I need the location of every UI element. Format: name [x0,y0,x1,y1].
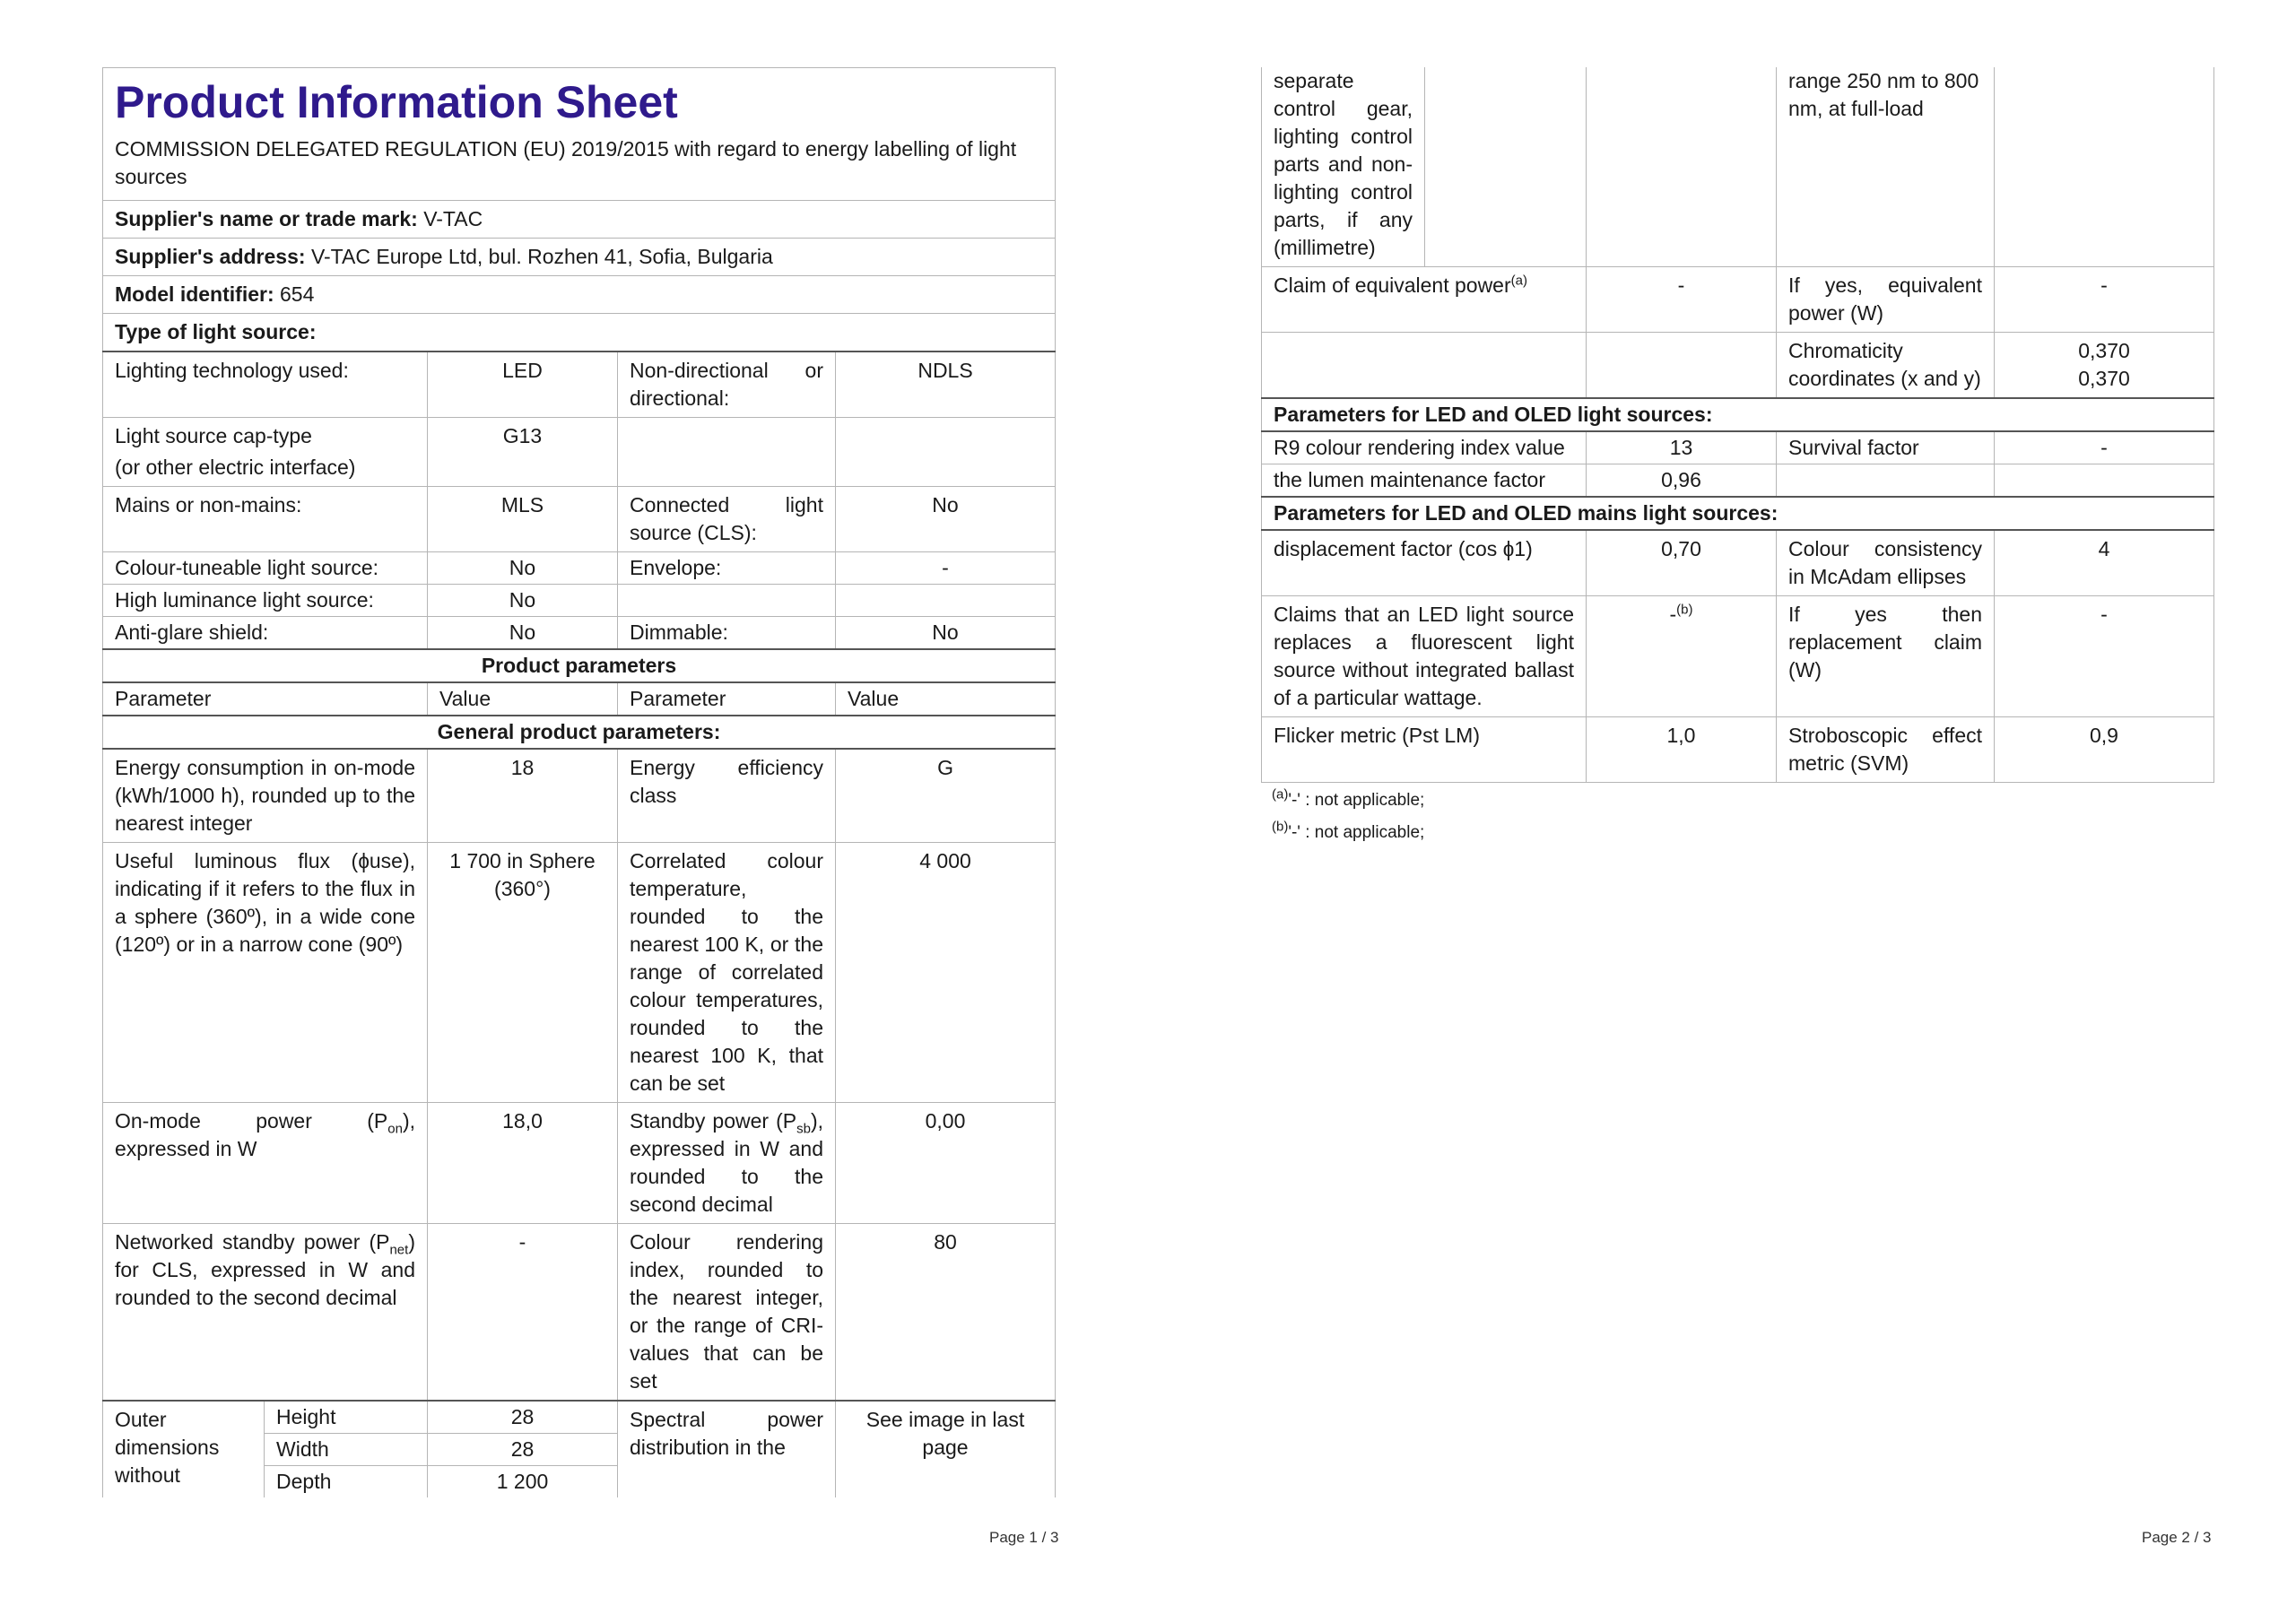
claims-dash: - [1669,603,1677,626]
product-parameters-heading: Product parameters [103,649,1056,682]
chromaticity-value [1995,333,2214,399]
empty-cell [1777,464,1995,498]
cap-type-label-line2: (or other electric interface) [115,456,356,479]
footnote-a [1272,785,2213,817]
empty-cell [618,418,836,487]
dimensions-note-continued: separate control gear, lighting control parts and non-lighting control parts, if any (millimetre) [1262,67,1425,267]
stroboscopic-label: Stroboscopic effect metric (SVM) [1777,717,1995,783]
standby-power-label [618,1103,836,1224]
envelope-value: - [836,552,1056,585]
r9-value: 13 [1587,431,1777,464]
cri-label: Colour rendering index, rounded to the nearest integer, or the range of CRI-values that can be set [618,1224,836,1402]
displacement-factor-value: 0,70 [1587,530,1777,596]
netstandby-subscript: net [389,1242,409,1258]
luminous-flux-value: 1 700 in Sphere (360°) [428,843,618,1103]
col-header-parameter: Parameter [103,682,428,716]
direction-label: Non-directional or directional: [618,352,836,418]
model-label: Model identifier: [115,282,274,306]
efficiency-class-value: G [836,749,1056,843]
width-label: Width [265,1434,428,1466]
tuneable-label: Colour-tuneable light source: [103,552,428,585]
direction-value: NDLS [836,352,1056,418]
supplier-address-label: Supplier's address: [115,245,306,268]
envelope-label: Envelope: [618,552,836,585]
spectral-label: Spectral power distribution in the [618,1401,836,1497]
model-identifier: 654 [280,282,315,306]
led-parameters-heading: Parameters for LED and OLED light sources: [1262,398,2214,431]
header-cell [103,68,1056,201]
networked-standby-label [103,1224,428,1402]
outer-dimensions-label: Outer dimensions without [103,1401,265,1497]
onmode-text-b: ), expressed in W [115,1109,415,1160]
page-2 [1261,67,2213,849]
colour-consistency-label: Colour consistency in McAdam ellipses [1777,530,1995,596]
footnote-b-mark: (b) [1272,819,1289,835]
high-luminance-label: High luminance light source: [103,585,428,617]
height-value: 28 [428,1401,618,1434]
footnote-b [1272,817,2213,849]
empty-cell [836,418,1056,487]
colour-consistency-value: 4 [1995,530,2214,596]
supplier-name: V-TAC [423,207,483,230]
supplier-name-label: Supplier's name or trade mark: [115,207,418,230]
cls-value: No [836,487,1056,552]
high-luminance-value: No [428,585,618,617]
equivalent-power-text: Claim of equivalent power [1274,273,1511,297]
onmode-text-a: On-mode power (P [115,1109,388,1133]
standby-subscript: sb [796,1121,811,1137]
netstandby-text-b: ) for CLS, expressed in W and rounded to the second decimal [115,1230,415,1309]
replacement-claim-w-label: If yes then replacement claim (W) [1777,596,1995,717]
regulation-subtitle: COMMISSION DELEGATED REGULATION (EU) 2019/2015 with regard to energy labelling of light sources [115,137,1017,188]
luminous-flux-label: Useful luminous flux (ɸuse), indicating if it refers to the flux in a sphere (360º), in a wide cone (120º) or in a narrow cone (90º) [103,843,428,1103]
width-value: 28 [428,1434,618,1466]
equivalent-power-yes-label: If yes, equivalent power (W) [1777,267,1995,333]
chromaticity-x: 0,370 [2078,339,2130,362]
footnote-a-ref: (a) [1510,273,1527,289]
replacement-claims-label: Claims that an LED light source replaces a fluorescent light source without integrated ballast of a particular wattage. [1262,596,1587,717]
antiglare-value: No [428,617,618,650]
displacement-factor-label: displacement factor (cos ɸ1) [1262,530,1587,596]
footnote-a-text: '-' : not applicable; [1288,791,1425,810]
footnote-b-text: '-' : not applicable; [1288,823,1425,842]
lumen-maintenance-label: the lumen maintenance factor [1262,464,1587,498]
product-info-table [102,67,1056,1497]
col-header-value: Value [428,682,618,716]
stroboscopic-value: 0,9 [1995,717,2214,783]
lumen-maintenance-value: 0,96 [1587,464,1777,498]
page-number-1: Page 1 / 3 [989,1529,1059,1546]
cap-type-label-line1: Light source cap-type [115,424,312,447]
replacement-claim-w-value: - [1995,596,2214,717]
empty-cell [1425,67,1587,267]
mains-label: Mains or non-mains: [103,487,428,552]
netstandby-text-a: Networked standby power (P [115,1230,390,1254]
general-parameters-heading: General product parameters: [103,716,1056,749]
cls-label: Connected light source (CLS): [618,487,836,552]
dimmable-value: No [836,617,1056,650]
empty-cell [836,585,1056,617]
onmode-power-label [103,1103,428,1224]
page-1 [102,67,1055,1497]
col-header-value-2: Value [836,682,1056,716]
survival-factor-label: Survival factor [1777,431,1995,464]
supplier-address-row [103,239,1056,276]
mains-value: MLS [428,487,618,552]
standby-text-a: Standby power (P [630,1109,797,1133]
flicker-metric-label: Flicker metric (Pst LM) [1262,717,1587,783]
col-header-parameter-2: Parameter [618,682,836,716]
height-label: Height [265,1401,428,1434]
standby-power-value: 0,00 [836,1103,1056,1224]
chromaticity-label: Chromaticity coordinates (x and y) [1777,333,1995,399]
chromaticity-y: 0,370 [2078,367,2130,390]
spectral-range-continued: range 250 nm to 800 nm, at full-load [1777,67,1995,267]
empty-cell [1587,67,1777,267]
empty-cell [618,585,836,617]
tuneable-value: No [428,552,618,585]
supplier-name-row [103,201,1056,239]
antiglare-label: Anti-glare shield: [103,617,428,650]
cct-value: 4 000 [836,843,1056,1103]
equivalent-power-yes-value: - [1995,267,2214,333]
energy-consumption-value: 18 [428,749,618,843]
footnote-a-mark: (a) [1272,786,1289,803]
empty-cell [1262,333,1587,399]
page-number-2: Page 2 / 3 [2142,1529,2212,1546]
empty-cell [1995,67,2214,267]
footnote-b-ref: (b) [1676,602,1693,618]
flicker-metric-value: 1,0 [1587,717,1777,783]
r9-label: R9 colour rendering index value [1262,431,1587,464]
supplier-address: V-TAC Europe Ltd, bul. Rozhen 41, Sofia, Bulgaria [310,245,773,268]
empty-cell [1995,464,2214,498]
tech-label: Lighting technology used: [103,352,428,418]
efficiency-class-label: Energy efficiency class [618,749,836,843]
cap-type-label [103,418,428,487]
networked-standby-value: - [428,1224,618,1402]
survival-factor-value: - [1995,431,2214,464]
tech-value: LED [428,352,618,418]
type-of-light-source-heading: Type of light source: [103,314,1056,352]
replacement-claims-value [1587,596,1777,717]
depth-value: 1 200 [428,1466,618,1498]
energy-consumption-label: Energy consumption in on-mode (kWh/1000 h), rounded up to the nearest integer [103,749,428,843]
dimmable-label: Dimmable: [618,617,836,650]
continuation-table [1261,67,2214,783]
cct-label: Correlated colour temperature, rounded to the nearest 100 K, or the range of correlated colour temperatures, rounded to the nearest 100 K, that can be set [618,843,836,1103]
cap-type-value: G13 [428,418,618,487]
standby-text-b: ), expressed in W and rounded to the second decimal [630,1109,823,1216]
onmode-subscript: on [387,1121,403,1137]
mains-parameters-heading: Parameters for LED and OLED mains light sources: [1262,497,2214,530]
equivalent-power-label [1262,267,1587,333]
onmode-power-value: 18,0 [428,1103,618,1224]
equivalent-power-value: - [1587,267,1777,333]
empty-cell [1587,333,1777,399]
page-title: Product Information Sheet [115,77,678,127]
model-row [103,276,1056,314]
footnotes [1261,785,2213,849]
depth-label: Depth [265,1466,428,1498]
cri-value: 80 [836,1224,1056,1402]
spectral-value: See image in last page [836,1401,1056,1497]
